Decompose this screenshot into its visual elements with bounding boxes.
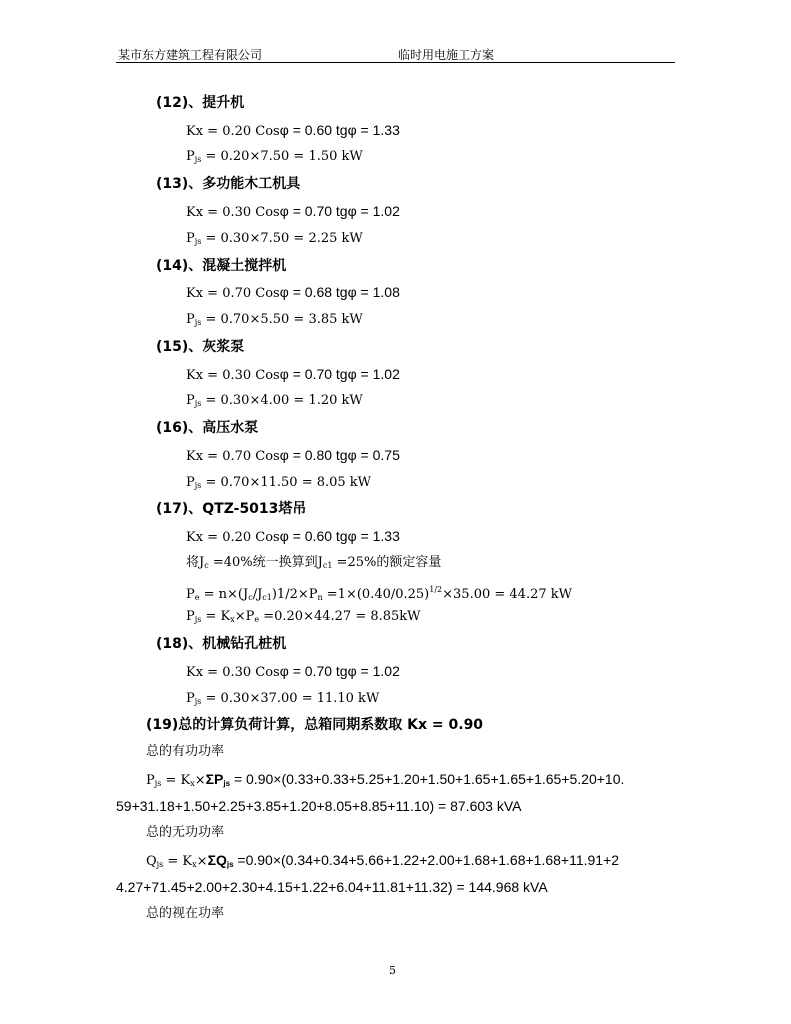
kx-line: Kx = 0.70 Cosφ = 0.80 tgφ = 0.75 <box>186 447 400 464</box>
kx-line: Kx = 0.30 Cosφ = 0.70 tgφ = 1.02 <box>186 366 400 383</box>
kx-line: Kx = 0.30 Cosφ = 0.70 tgφ = 1.02 <box>186 663 400 680</box>
reactive-power-formula: $Q_{js} = K_x\times\Sigma Q_{js} =0.90\times(0.34+0.34+5.66+1.22+2.00+1.68+1.68+1.68+11.91+2$ <box>146 852 620 869</box>
kx-line: Kx = 0.20 Cosφ = 0.60 tgφ = 1.33 <box>186 528 400 545</box>
apparent-power-label: 总的视在功率 <box>146 906 225 921</box>
section-heading: (19)总的计算负荷计算，总箱同期系数取 Kx = 0.90 <box>146 717 484 733</box>
pjs-line: $P_{js} = K_x\times P_e =0.20\times 44.27 = 8.85kW$ <box>186 609 421 624</box>
document-title: 临时用电施工方案 <box>398 48 495 62</box>
conversion-note: 将$J_c =40\%$统一换算到$J_{c1} =25\%$的额定容量 <box>186 555 442 570</box>
kx-line: Kx = 0.30 Cosφ = 0.70 tgφ = 1.02 <box>186 203 400 220</box>
reactive-power-label: 总的无功功率 <box>146 825 225 840</box>
pjs-line: $P_{js} = 0.70\times 11.50 = 8.05$ kW <box>186 475 372 490</box>
section-heading: (12)、提升机 <box>156 95 245 111</box>
section-heading: (18)、机械钻孔桩机 <box>156 636 287 652</box>
pjs-line: $P_{js} = 0.20\times 7.50 = 1.50$ kW <box>186 149 363 164</box>
kx-line: Kx = 0.70 Cosφ = 0.68 tgφ = 1.08 <box>186 284 400 301</box>
pjs-line: $P_{js} = 0.30\times 4.00 = 1.20$ kW <box>186 393 363 408</box>
section-heading: (14)、混凝土搅拌机 <box>156 258 287 274</box>
pjs-line: $P_{js} = 0.70\times 5.50 = 3.85$ kW <box>186 312 363 327</box>
kx-line: Kx = 0.20 Cosφ = 0.60 tgφ = 1.33 <box>186 122 400 139</box>
pe-formula: $P_e = n\times(J_c/J_{c1})1/2\times P_n =1\times(0.40/0.25)^{1/2}\times 35.00 = 44.27$ kW <box>186 585 572 602</box>
section-heading: (16)、高压水泵 <box>156 420 259 436</box>
section-heading: (17)、QTZ-5013塔吊 <box>156 501 307 517</box>
pjs-line: $P_{js} = 0.30\times 37.00 = 11.10$ kW <box>186 691 380 706</box>
reactive-power-formula-cont: 4.27+71.45+2.00+2.30+4.15+1.22+6.04+11.81+11.32) = 144.968 kVA <box>116 879 548 895</box>
page-number: 5 <box>389 964 396 977</box>
active-power-label: 总的有功功率 <box>146 744 225 759</box>
section-heading: (13)、多功能木工机具 <box>156 176 301 192</box>
pjs-line: $P_{js} = 0.30\times 7.50 = 2.25$ kW <box>186 231 363 246</box>
page-header <box>116 44 675 63</box>
active-power-formula: $P_{js} = K_x\times\Sigma P_{js} = 0.90\times(0.33+0.33+5.25+1.20+1.50+1.65+1.65+1.65+5.20+10$. <box>146 771 625 788</box>
active-power-formula-cont: 59+31.18+1.50+2.25+3.85+1.20+8.05+8.85+11.10) = 87.603 kVA <box>116 798 522 814</box>
company-name: 某市东方建筑工程有限公司 <box>118 48 263 62</box>
section-heading: (15)、灰浆泵 <box>156 339 245 355</box>
